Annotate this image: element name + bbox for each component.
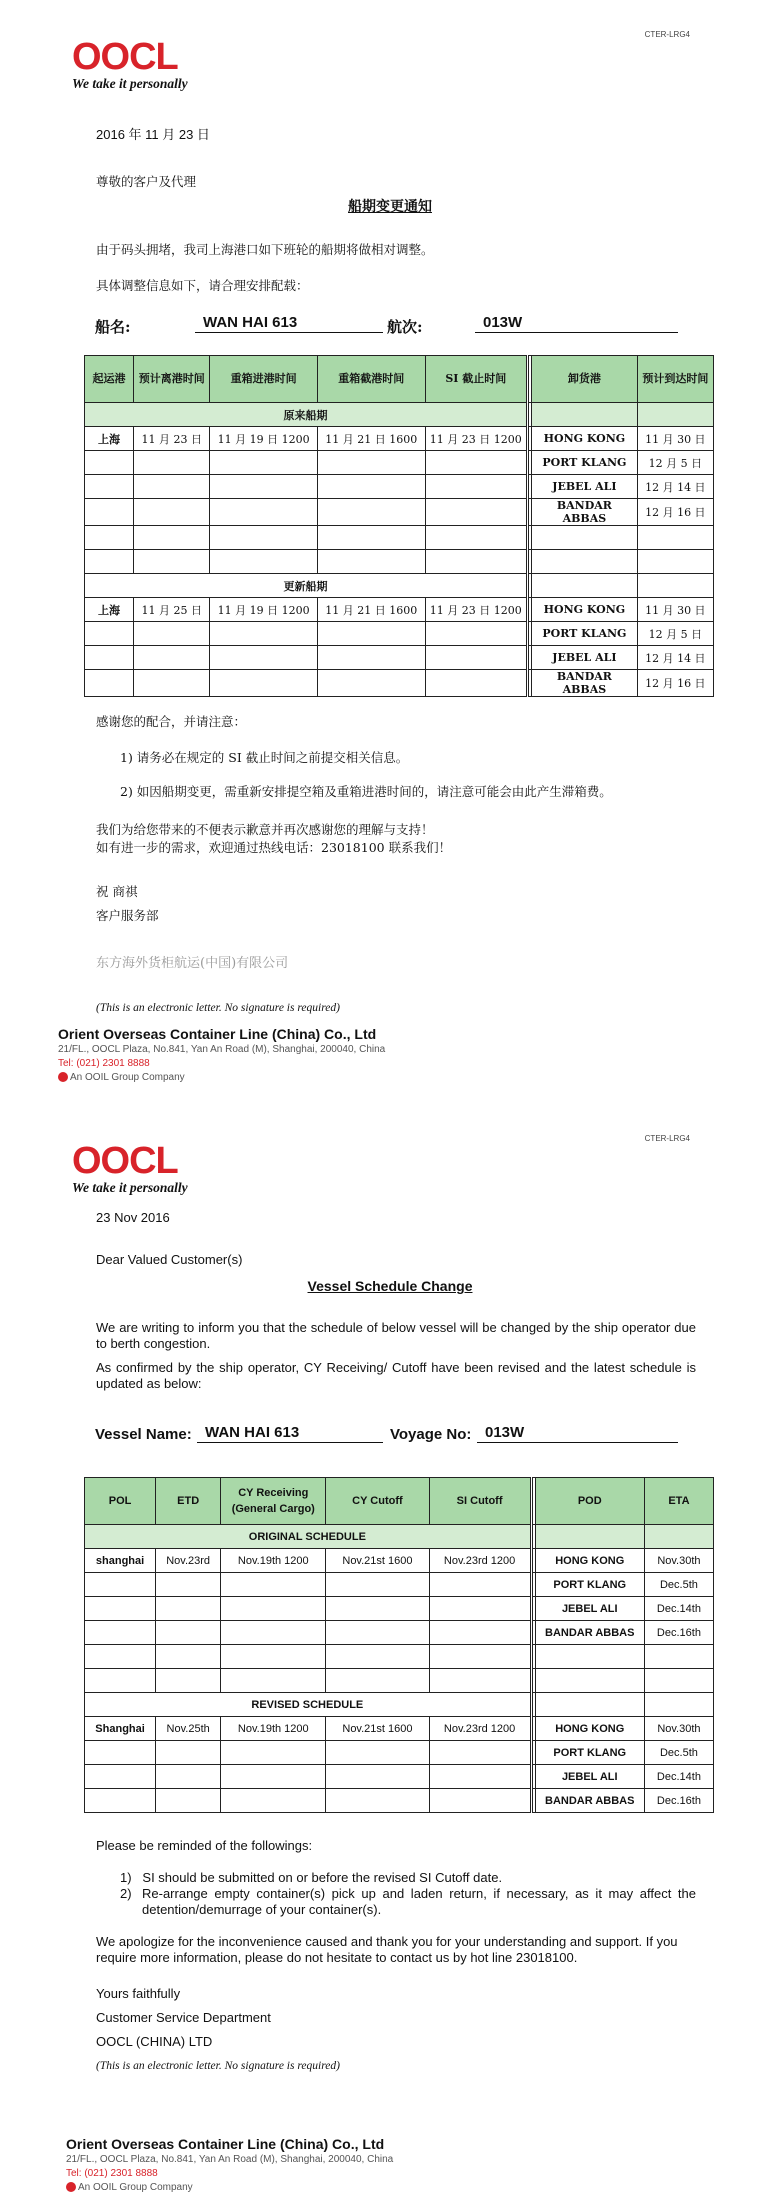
table-row: BANDAR ABBAS 12 月 16 日 bbox=[85, 670, 714, 697]
footer-company: Orient Overseas Container Line (China) Co., Ltd bbox=[66, 2136, 385, 2152]
page-title: 船期变更通知 bbox=[348, 199, 432, 215]
voyage-no-value: 013W bbox=[477, 1424, 678, 1443]
table-row bbox=[85, 1645, 714, 1669]
footer-group: An OOIL Group Company bbox=[58, 1072, 185, 1083]
original-schedule-label: 原来船期 bbox=[85, 403, 528, 427]
col-header: 起运港 bbox=[85, 356, 134, 403]
vessel-name-value: WAN HAI 613 bbox=[195, 314, 383, 333]
logo-tagline: We take it personally bbox=[72, 1180, 188, 1195]
closing: Yours faithfully bbox=[96, 1986, 181, 2001]
intro-paragraph: 由于码头拥堵，我司上海港口如下班轮的船期将做相对调整。 bbox=[96, 242, 434, 257]
vessel-label: 船名: bbox=[95, 318, 131, 336]
col-header: 卸货港 bbox=[532, 356, 638, 403]
intro-paragraph: We are writing to inform you that the schedule of below vessel will be changed by the ship operator due to berth congestion. bbox=[96, 1320, 696, 1351]
page-title: Vessel Schedule Change bbox=[307, 1278, 473, 1294]
footer-address: 21/FL., OOCL Plaza, No.841, Yan An Road (M), Shanghai, 200040, China bbox=[58, 1044, 386, 1055]
revised-schedule-label: 更新船期 bbox=[85, 574, 528, 598]
table-row: PORT KLANG 12 月 5 日 bbox=[85, 451, 714, 475]
company-name: OOCL (CHINA) LTD bbox=[96, 2034, 213, 2049]
col-header: 重箱进港时间 bbox=[210, 356, 318, 403]
no-signature-note: (This is an electronic letter. No signature is required) bbox=[96, 2060, 340, 2072]
original-schedule-label: ORIGINAL SCHEDULE bbox=[85, 1525, 532, 1549]
revised-schedule-label: REVISED SCHEDULE bbox=[85, 1693, 532, 1717]
table-row bbox=[85, 550, 714, 574]
voyage-no-value: 013W bbox=[475, 314, 678, 333]
logo-text: OOCL bbox=[72, 36, 178, 78]
voyage-label: Voyage No: bbox=[390, 1426, 472, 1443]
table-row: 上海 11 月 25 日 11 月 19 日 1200 11 月 21 日 1600 11 月 23 日 1200 HONG KONG 11 月 30 日 bbox=[85, 598, 714, 622]
col-header: ETD bbox=[156, 1478, 221, 1525]
table-header-row bbox=[85, 1478, 714, 1525]
table-row: JEBEL ALI 12 月 14 日 bbox=[85, 475, 714, 499]
department: 客户服务部 bbox=[96, 908, 159, 923]
table-header-row bbox=[85, 356, 714, 403]
greeting: Dear Valued Customer(s) bbox=[96, 1252, 243, 1267]
oocl-logo bbox=[72, 1140, 212, 1204]
letter-page-english bbox=[0, 1110, 780, 2206]
footer-tel: Tel: (021) 2301 8888 bbox=[58, 1058, 150, 1069]
corner-stamp: CTER-LRG4 bbox=[644, 30, 690, 39]
greeting: 尊敬的客户及代理 bbox=[96, 174, 197, 189]
oocl-logo bbox=[72, 36, 212, 100]
table-row: PORT KLANG 12 月 5 日 bbox=[85, 622, 714, 646]
table-row: BANDAR ABBAS Dec.16th bbox=[85, 1789, 714, 1813]
no-signature-note: (This is an electronic letter. No signature is required) bbox=[96, 1002, 340, 1014]
apology-line-2: 如有进一步的需求，欢迎通过热线电话：23018100 联系我们！ bbox=[96, 840, 452, 855]
schedule-table-en bbox=[84, 1477, 714, 1813]
logo-text: OOCL bbox=[72, 1140, 178, 1182]
details-paragraph: As confirmed by the ship operator, CY Receiving/ Cutoff have been revised and the latest schedule is updated as below: bbox=[96, 1360, 696, 1391]
note-1: 1) 请务必在规定的 SI 截止时间之前提交相关信息。 bbox=[120, 750, 409, 765]
col-header: CY Receiving (General Cargo) bbox=[221, 1478, 326, 1525]
reminder-line: Please be reminded of the followings: bbox=[96, 1838, 313, 1853]
section-row bbox=[85, 1693, 714, 1717]
col-header: POL bbox=[85, 1478, 156, 1525]
details-paragraph: 具体调整信息如下，请合理安排配载： bbox=[96, 278, 309, 293]
oocl-flower-icon bbox=[58, 1072, 68, 1082]
note-2: 2) Re-arrange empty container(s) pick up and laden return, if necessary, as it may affect the detention/demurrage of your container(s). bbox=[120, 1886, 696, 1917]
footer-tel: Tel: (021) 2301 8888 bbox=[66, 2168, 158, 2179]
corner-stamp: CTER-LRG4 bbox=[644, 1134, 690, 1143]
table-row bbox=[85, 1669, 714, 1693]
logo-tagline: We take it personally bbox=[72, 76, 188, 91]
table-row: Shanghai Nov.25th Nov.19th 1200 Nov.21st 1600 Nov.23rd 1200 HONG KONG Nov.30th bbox=[85, 1717, 714, 1741]
footer-address: 21/FL., OOCL Plaza, No.841, Yan An Road (M), Shanghai, 200040, China bbox=[66, 2154, 394, 2165]
table-row: BANDAR ABBAS 12 月 16 日 bbox=[85, 499, 714, 526]
table-row: BANDAR ABBAS Dec.16th bbox=[85, 1621, 714, 1645]
footer-group: An OOIL Group Company bbox=[66, 2182, 193, 2193]
note-1: 1) SI should be submitted on or before the revised SI Cutoff date. bbox=[120, 1870, 503, 1885]
department: Customer Service Department bbox=[96, 2010, 271, 2025]
col-header: CY Cutoff bbox=[326, 1478, 429, 1525]
table-row: JEBEL ALI 12 月 14 日 bbox=[85, 646, 714, 670]
table-row: PORT KLANG Dec.5th bbox=[85, 1573, 714, 1597]
letter-date: 2016 年 11 月 23 日 bbox=[96, 127, 210, 142]
vessel-label: Vessel Name: bbox=[95, 1426, 192, 1443]
table-row: JEBEL ALI Dec.14th bbox=[85, 1765, 714, 1789]
oocl-flower-icon bbox=[66, 2182, 76, 2192]
company-name-zh: 东方海外货柜航运(中国)有限公司 bbox=[96, 956, 289, 971]
col-header: POD bbox=[535, 1478, 644, 1525]
table-row: shanghai Nov.23rd Nov.19th 1200 Nov.21st 1600 Nov.23rd 1200 HONG KONG Nov.30th bbox=[85, 1549, 714, 1573]
col-header: 预计到达时间 bbox=[637, 356, 713, 403]
voyage-label: 航次: bbox=[387, 318, 423, 336]
table-row: PORT KLANG Dec.5th bbox=[85, 1741, 714, 1765]
section-row bbox=[85, 574, 714, 598]
col-header: SI 截止时间 bbox=[425, 356, 527, 403]
footer-company: Orient Overseas Container Line (China) Co., Ltd bbox=[58, 1026, 377, 1042]
col-header: 重箱截港时间 bbox=[317, 356, 425, 403]
section-row bbox=[85, 1525, 714, 1549]
table-row bbox=[85, 526, 714, 550]
table-row: 上海 11 月 23 日 11 月 19 日 1200 11 月 21 日 1600 11 月 23 日 1200 HONG KONG 11 月 30 日 bbox=[85, 427, 714, 451]
letter-date: 23 Nov 2016 bbox=[96, 1210, 170, 1225]
apology-line-1: 我们为给您带来的不便表示歉意并再次感谢您的理解与支持！ bbox=[96, 822, 434, 837]
thanks-line: 感谢您的配合，并请注意： bbox=[96, 714, 247, 729]
vessel-name-value: WAN HAI 613 bbox=[197, 1424, 383, 1443]
section-row bbox=[85, 403, 714, 427]
table-row: JEBEL ALI Dec.14th bbox=[85, 1597, 714, 1621]
regards: 祝 商祺 bbox=[96, 884, 138, 899]
note-2: 2) 如因船期变更，需重新安排提空箱及重箱进港时间的，请注意可能会由此产生滞箱费。 bbox=[120, 784, 612, 799]
schedule-table-zh bbox=[84, 355, 714, 697]
col-header: SI Cutoff bbox=[429, 1478, 531, 1525]
col-header: 预计离港时间 bbox=[134, 356, 210, 403]
col-header: ETA bbox=[644, 1478, 713, 1525]
apology-paragraph: We apologize for the inconvenience caused and thank you for your understanding and support. If you require more information, please do not hesitate to contact us by hot line 23018100. bbox=[96, 1934, 678, 1965]
